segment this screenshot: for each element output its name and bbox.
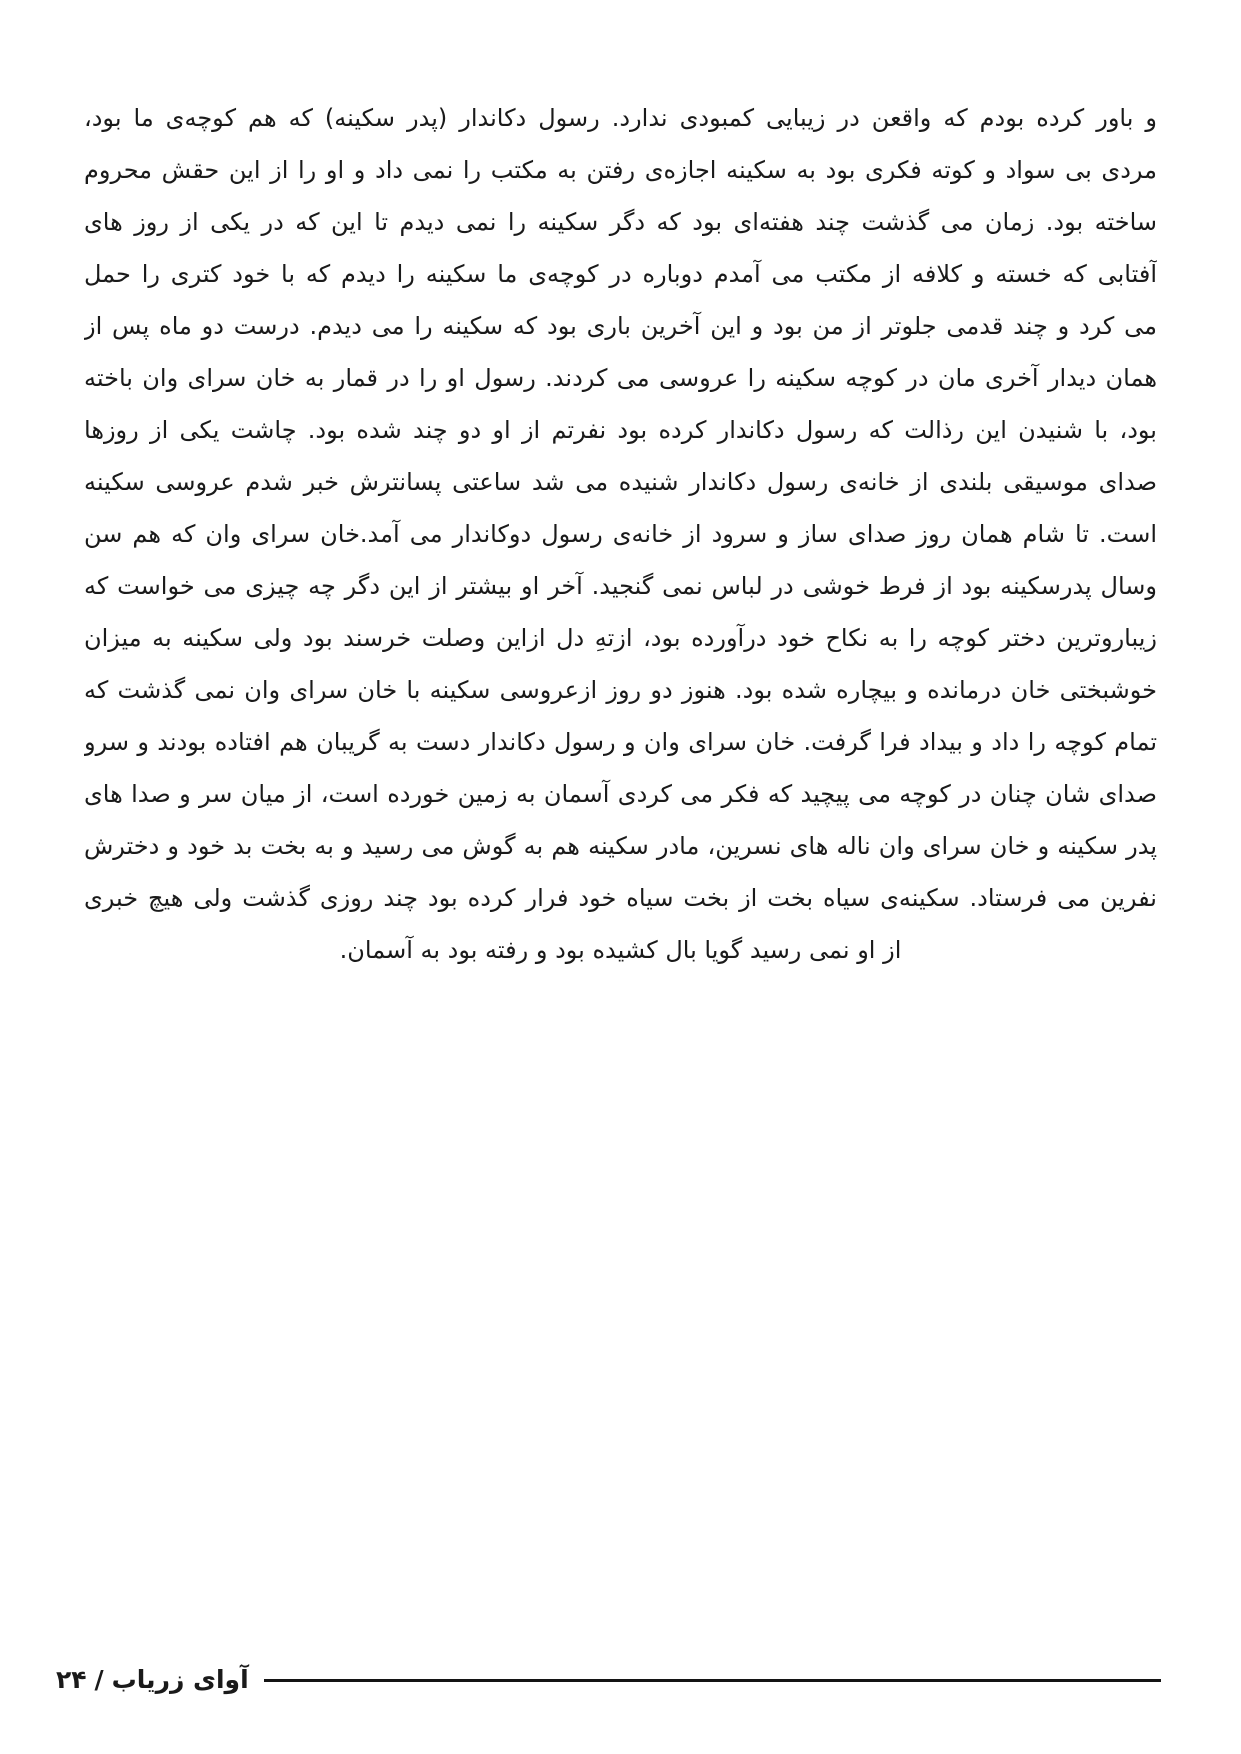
paragraph-line-1: و باور کرده بودم که واقعن در زیبایی کمبودی ندارد. رسول دکاندار (پدر سکینه) که هم کوچه‌ی ما بود، [84, 104, 1157, 132]
book-title: آوای زریاب [111, 1664, 249, 1694]
paragraph-line-6: همان دیدار آخری مان در کوچه سکینه را عروسی می کردند. رسول او را در قمار به خان سرای وان باخته [84, 364, 1157, 392]
paragraph-line-7: بود، با شنیدن این رذالت که رسول دکاندار کرده بود نفرتم از او دو چند شده بود. چاشت یکی از روزها [84, 416, 1157, 444]
paragraph-line-2: مردی بی سواد و کوته فکری بود به سکینه اجازه‌ی رفتن به مکتب را نمی داد و او را از این حقش محروم [84, 156, 1157, 184]
paragraph-line-12: خوشبختی خان درمانده و بیچاره شده بود. هنوز دو روز ازعروسی سکینه با خان سرای وان نمی گذشت که [84, 676, 1157, 704]
paragraph-line-5: می کرد و چند قدمی جلوتر از من بود و این آخرین باری بود که سکینه را می دیدم. درست دو ماه پس از [84, 312, 1157, 340]
paragraph-line-8: صدای موسیقی بلندی از خانه‌ی رسول دکاندار شنیده می شد ساعتی پسانترش خبر شدم عروسی سکینه [84, 468, 1157, 496]
page-number: ۲۴ [56, 1664, 87, 1694]
paragraph-line-3: ساخته بود. زمان می گذشت چند هفته‌ای بود که دگر سکینه را نمی دیدم تا این که در یکی از روز های [84, 208, 1157, 236]
footer-rule [264, 1679, 1161, 1682]
paragraph-line-17: از او نمی رسید گویا بال کشیده بود و رفته بود به آسمان. [339, 936, 902, 964]
paragraph-line-10: وسال پدرسکینه بود از فرط خوشی در لباس نمی گنجید. آخر او بیشتر از این دگر چه چیزی می خواست که [84, 572, 1157, 600]
paragraph-line-4: آفتابی که خسته و کلافه از مکتب می آمدم دوباره در کوچه‌ی ما سکینه را دیدم که با خود کتری را حمل [84, 260, 1157, 288]
paragraph-line-11: زیباروترین دختر کوچه را به نکاح خود درآورده بود، ازتهِ دل ازاین وصلت خرسند بود ولی سکینه به میزان [84, 624, 1157, 652]
footer-label [56, 1665, 249, 1694]
paragraph-line-9: است. تا شام همان روز صدای ساز و سرود از خانه‌ی رسول دوکاندار می آمد.خان سرای وان که هم سن [84, 520, 1157, 548]
paragraph-line-15: پدر سکینه و خان سرای وان ناله های نسرین، مادر سکینه هم به گوش می رسید و به بخت بد خود و دخترش [84, 832, 1157, 860]
paragraph-line-14: صدای شان چنان در کوچه می پیچید که فکر می کردی آسمان به زمین خورده است، از میان سر و صدا های [84, 780, 1157, 808]
story-paragraph [84, 92, 1157, 976]
page-footer [56, 1656, 1161, 1702]
paragraph-line-13: تمام کوچه را داد و بیداد فرا گرفت. خان سرای وان و رسول دکاندار دست به گریبان هم افتاده بودند و سرو [84, 728, 1157, 756]
footer-separator: / [94, 1664, 104, 1694]
paragraph-line-16: نفرین می فرستاد. سکینه‌ی سیاه بخت از بخت سیاه خود فرار کرده بود چند روزی گذشت ولی هیچ خبری [84, 884, 1157, 912]
